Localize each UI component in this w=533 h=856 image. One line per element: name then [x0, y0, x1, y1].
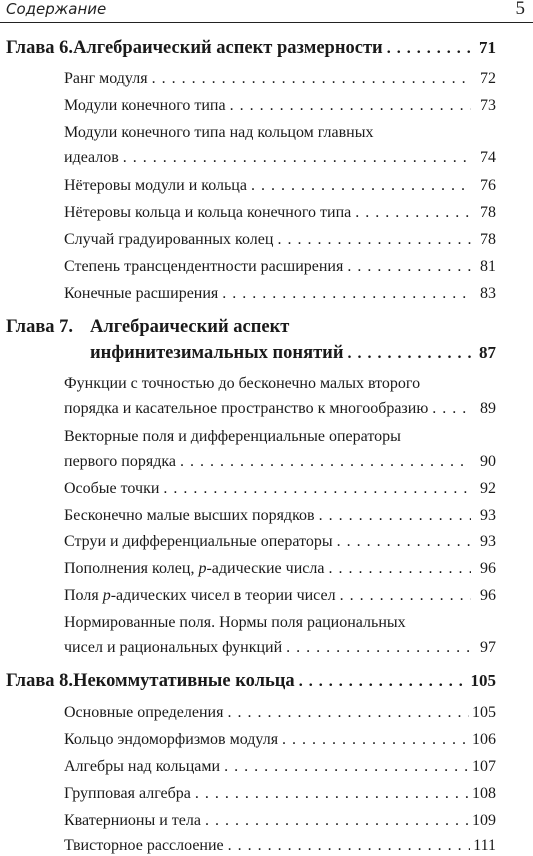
entry-title: Конечные расширения: [64, 285, 219, 302]
toc-entry[interactable]: [64, 231, 496, 249]
toc-entry[interactable]: [64, 560, 496, 578]
entry-title: Степень трансцендентности расширения: [64, 258, 344, 275]
entry-title-cont: первого порядка: [64, 453, 176, 470]
entry-page: 107: [472, 758, 496, 775]
entry-title: Ранг модуля: [64, 70, 148, 87]
toc-entry[interactable]: [64, 204, 496, 222]
entry-title: Алгебры над кольцами: [64, 758, 221, 775]
dot-leader: [227, 704, 469, 722]
entry-page: 90: [480, 453, 496, 470]
entry-title-part: Пополнения колец,: [64, 560, 199, 577]
toc-entry-line2[interactable]: [64, 639, 496, 657]
entry-page: 111: [473, 837, 496, 854]
entry-page: 92: [480, 480, 496, 497]
toc-entry[interactable]: [64, 785, 496, 803]
entry-title: Кватернионы и тела: [64, 812, 201, 829]
chapter-title: Некоммутативные кольца: [73, 671, 295, 691]
p-symbol: p: [198, 560, 207, 577]
dot-leader: [337, 533, 471, 551]
toc-entry[interactable]: [64, 480, 496, 498]
chapter-page: 105: [470, 671, 496, 690]
entry-page: 108: [472, 785, 496, 802]
toc-entry[interactable]: [64, 731, 496, 749]
chapter-heading-line1[interactable]: [6, 317, 496, 338]
entry-title: Векторные поля и дифференциальные операторы: [64, 428, 401, 445]
toc-entry[interactable]: [64, 704, 496, 722]
page-number: 5: [515, 0, 525, 19]
toc-entry-line2[interactable]: [64, 400, 496, 418]
entry-page: 78: [480, 231, 496, 248]
entry-page: 109: [472, 812, 496, 829]
toc-entry[interactable]: [64, 507, 496, 525]
entry-title-cont: чисел и рациональных функций: [64, 639, 283, 656]
dot-leader: [123, 149, 471, 167]
toc-entry[interactable]: [64, 533, 496, 551]
dot-leader: [152, 70, 471, 88]
entry-title: Нётеровы модули и кольца: [64, 177, 247, 194]
dot-leader: [387, 38, 471, 59]
entry-title: Модули конечного типа над кольцом главных: [64, 124, 374, 141]
dot-leader: [205, 812, 469, 830]
entry-page: 73: [480, 97, 496, 114]
chapter-title: Алгебраический аспект размерности: [73, 38, 383, 58]
entry-page: 78: [480, 204, 496, 221]
toc-entry-line1[interactable]: [64, 375, 496, 393]
chapter-page: 87: [479, 343, 496, 362]
toc-entry[interactable]: [64, 285, 496, 303]
entry-page: 72: [480, 70, 496, 87]
running-header: [0, 0, 533, 23]
chapter-label: Глава 7.: [6, 317, 74, 337]
entry-page: 89: [480, 400, 496, 417]
dot-leader: [299, 671, 468, 692]
entry-page: 93: [480, 507, 496, 524]
dot-leader: [340, 587, 471, 605]
toc-entry[interactable]: [64, 258, 496, 276]
entry-title-part: -адических чисел в теории чисел: [110, 587, 336, 604]
entry-title: Групповая алгебра: [64, 785, 191, 802]
entry-title: Нормированные поля. Нормы поля рациональных: [64, 614, 406, 631]
entry-title: Нётеровы кольца и кольца конечного типа: [64, 204, 352, 221]
entry-title: Особые точки: [64, 480, 160, 497]
dot-leader: [163, 480, 471, 498]
entry-title-part: -адические числа: [206, 560, 325, 577]
dot-leader: [328, 560, 471, 578]
toc-entry[interactable]: [64, 837, 496, 855]
toc-entry[interactable]: [64, 758, 496, 776]
entry-page: 97: [480, 639, 496, 656]
entry-page: 76: [480, 177, 496, 194]
dot-leader: [282, 731, 469, 749]
toc-entry[interactable]: [64, 812, 496, 830]
entry-page: 93: [480, 533, 496, 550]
dot-leader: [348, 343, 472, 364]
dot-leader: [180, 453, 471, 471]
dot-leader: [347, 258, 471, 276]
dot-leader: [222, 285, 471, 303]
entry-page: 105: [472, 704, 496, 721]
chapter-heading[interactable]: [6, 38, 496, 59]
entry-title-cont: идеалов: [64, 149, 119, 166]
dot-leader: [432, 400, 471, 418]
entry-page: 96: [480, 587, 496, 604]
entry-title: Модули конечного типа: [64, 97, 226, 114]
chapter-label: Глава 6.: [6, 38, 74, 58]
entry-page: 83: [480, 285, 496, 302]
dot-leader: [224, 758, 469, 776]
entry-title-part: Поля: [64, 587, 103, 604]
chapter-heading[interactable]: [6, 671, 496, 692]
entry-title: Случай градуированных колец: [64, 231, 274, 248]
entry-title: [64, 587, 336, 605]
dot-leader: [286, 639, 471, 657]
toc-entry-line1[interactable]: [64, 124, 496, 142]
entry-title: Функции с точностью до бесконечно малых второго: [64, 375, 421, 392]
p-symbol: p: [102, 587, 111, 604]
dot-leader: [355, 204, 471, 222]
entry-title: Твисторное расслоение: [64, 837, 224, 854]
toc-entry[interactable]: [64, 177, 496, 195]
chapter-label: Глава 8.: [6, 671, 74, 691]
toc-entry[interactable]: [64, 587, 496, 605]
entry-page: 96: [480, 560, 496, 577]
chapter-heading-line2[interactable]: [90, 343, 496, 364]
chapter-title-cont: инфинитезимальных понятий: [90, 343, 344, 363]
running-header-title: Содержание: [6, 0, 107, 18]
dot-leader: [230, 97, 471, 115]
dot-leader: [228, 837, 471, 855]
entry-title: Основные определения: [64, 704, 224, 721]
toc-entry-line1[interactable]: [64, 614, 496, 632]
entry-page: 74: [480, 149, 496, 166]
entry-title: Струи и дифференциальные операторы: [64, 533, 333, 550]
entry-title-cont: порядка и касательное пространство к многообразию: [64, 400, 429, 417]
chapter-title: Алгебраический аспект: [90, 317, 290, 337]
entry-title: Бесконечно малые высших порядков: [64, 507, 315, 524]
toc-entry[interactable]: [64, 97, 496, 115]
toc-entry[interactable]: [64, 70, 496, 88]
entry-page: 106: [472, 731, 496, 748]
dot-leader: [195, 785, 469, 803]
chapter-page: 71: [479, 38, 496, 57]
toc-entry-line2[interactable]: [64, 149, 496, 167]
dot-leader: [251, 177, 471, 195]
toc-entry-line1[interactable]: [64, 428, 496, 446]
dot-leader: [277, 231, 471, 249]
toc-entry-line2[interactable]: [64, 453, 496, 471]
dot-leader: [319, 507, 471, 525]
entry-page: 81: [480, 258, 496, 275]
entry-title: Кольцо эндоморфизмов модуля: [64, 731, 279, 748]
entry-title: [64, 560, 324, 578]
